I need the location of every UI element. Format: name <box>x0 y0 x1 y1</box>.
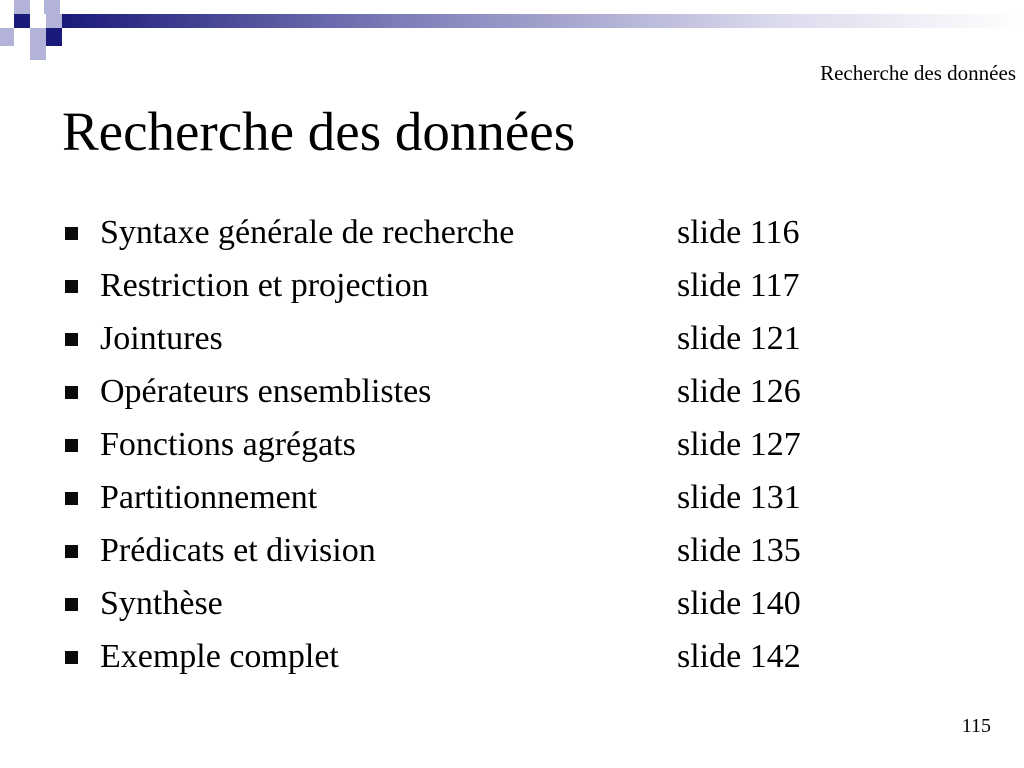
toc-item-label: Synthèse <box>100 585 223 622</box>
slide-title: Recherche des données <box>62 101 576 162</box>
toc-item <box>62 524 842 577</box>
toc-item-slide-ref: slide 142 <box>677 638 801 675</box>
toc-item-label: Opérateurs ensemblistes <box>100 373 432 410</box>
square-bullet-icon <box>65 598 78 611</box>
toc-item <box>62 312 842 365</box>
toc-item <box>62 365 842 418</box>
square-bullet-icon <box>65 439 78 452</box>
toc-item-slide-ref: slide 116 <box>677 214 800 251</box>
toc-item-slide-ref: slide 126 <box>677 373 801 410</box>
toc-item-slide-ref: slide 135 <box>677 532 801 569</box>
square-bullet-icon <box>65 545 78 558</box>
toc-item-label: Restriction et projection <box>100 267 429 304</box>
toc-item-label: Syntaxe générale de recherche <box>100 214 515 251</box>
square-bullet-icon <box>65 280 78 293</box>
square-bullet-icon <box>65 386 78 399</box>
toc-item <box>62 630 842 683</box>
toc-item-label: Exemple complet <box>100 638 339 675</box>
toc-item-label: Partitionnement <box>100 479 318 516</box>
toc-item-label: Prédicats et division <box>100 532 376 569</box>
toc-item-slide-ref: slide 140 <box>677 585 801 622</box>
toc-item-label: Fonctions agrégats <box>100 426 356 463</box>
square-bullet-icon <box>65 651 78 664</box>
toc-item-slide-ref: slide 131 <box>677 479 801 516</box>
square-bullet-icon <box>65 492 78 505</box>
toc-item-slide-ref: slide 127 <box>677 426 801 463</box>
toc-item-label: Jointures <box>100 320 223 357</box>
checker-gradient-decoration <box>0 0 1024 64</box>
toc-item-slide-ref: slide 121 <box>677 320 801 357</box>
page-number: 115 <box>961 715 991 737</box>
header-decoration <box>0 0 1024 64</box>
running-header: Recherche des données <box>820 61 1016 85</box>
toc-item <box>62 259 842 312</box>
toc-item <box>62 418 842 471</box>
toc-item <box>62 471 842 524</box>
toc-item <box>62 577 842 630</box>
toc-item-slide-ref: slide 117 <box>677 267 800 304</box>
square-bullet-icon <box>65 227 78 240</box>
table-of-contents <box>62 206 842 683</box>
toc-item <box>62 206 842 259</box>
square-bullet-icon <box>65 333 78 346</box>
